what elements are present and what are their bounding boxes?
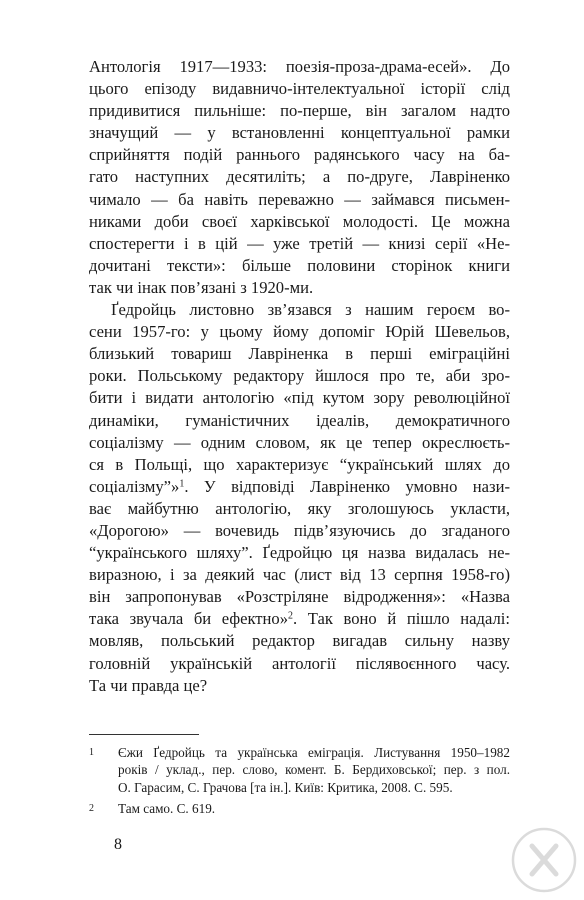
text-segment: така звучала би ефектно» [89,609,289,629]
text-line: “українського шляху”. Ґедройцю ця назва видалась не- [89,543,510,563]
text-line: ся в Польщі, що характеризує “український шлях до [89,454,510,474]
text-line: ває майбутню антологію, яку зголошуюсь укласти, [89,498,510,518]
text-line: виразною, і за деякий час (лист від 13 серпня 1958-го) [89,565,510,585]
text-line: близький товариш Лавріненка в перші еміграційні [89,344,510,364]
text-line [89,476,510,498]
footnote-2 [89,800,510,817]
footnote-line: О. Гарасим, С. Грачова [та ін.]. Київ: Критика, 2008. С. 595. [118,779,453,795]
footnote-divider [89,734,199,735]
text-line: спостерегти і в цій — уже третій — книзі серії «Не- [89,233,510,253]
text-line: Та чи правда це? [89,675,208,695]
footnote-text [118,800,510,817]
text-line: никами доби своєї харківської молодості. Це можна [89,211,510,231]
text-segment: . Так воно й пішло надалі: [293,609,510,629]
page-number: 8 [114,836,122,853]
text-line: дочитані тексти»: більше половини сторінок книги [89,255,510,275]
text-line: придивитися пильніше: по-перше, він загалом надто [89,101,510,121]
text-line: він запропонував «Розстріляне відродження»: «Назва [89,587,510,607]
text-segment: соціалізму”» [89,476,180,496]
footnote-line: Там само. С. 619. [118,801,216,816]
text-line: гато наступних десятиліть; а по-друге, Лавріненко [89,167,510,187]
text-line: «Дорогою» — вочевидь підв’язуючись до згаданого [89,520,510,540]
text-line: динаміки, гуманістичних ідеалів, демократичного [89,410,510,430]
text-line: чимало — ба навіть переважно — займався письмен- [89,189,510,209]
text-line: бити і видати антологію «під кутом зору революційної [89,388,510,408]
text-line: головній українській антології післявоєнного часу. [89,653,510,673]
main-text [89,56,510,697]
footnote-number: 1 [89,747,94,758]
text-line: Антологія 1917—1933: поезія-проза-драма-есей». До [89,57,510,76]
footnote-line: Єжи Ґедройць та українська еміграція. Листування 1950–1982 [118,745,510,760]
text-line: цього епізоду видавничо-інтелектуальної історії слід [89,79,510,99]
text-line: значущий — у встановленні концептуальної рамки [89,123,510,143]
text-line: сени 1957-го: у цьому йому допоміг Юрій Шевельов, [89,322,510,342]
footnote-ref[interactable]: 2 [288,610,294,622]
footnote-1 [89,744,510,796]
close-x-watermark-icon [510,826,578,894]
footnote-text [118,744,510,796]
footnote-line: років / уклад., пер. слово, комент. Б. Бердиховської; пер. з пол. [118,762,510,778]
text-line: так чи інак пов’язані з 1920-ми. [89,277,314,297]
text-line: Ґедройць листовно зв’язався з нашим героєм во- [111,300,510,320]
text-line: мовляв, польський редактор вигадав сильну назву [89,631,510,651]
text-line: соціалізму — одним словом, як це тепер окреслюєть- [89,432,510,452]
text-segment: . У відповіді Лавріненко умовно нази- [184,476,510,496]
text-line: сприйняття подій раннього радянського часу на ба- [89,145,510,165]
footnote-ref[interactable]: 1 [179,478,185,490]
footnote-number: 2 [89,803,94,814]
text-line: роки. Польському редактору йшлося про те, аби зро- [89,366,510,386]
text-line [89,608,510,630]
